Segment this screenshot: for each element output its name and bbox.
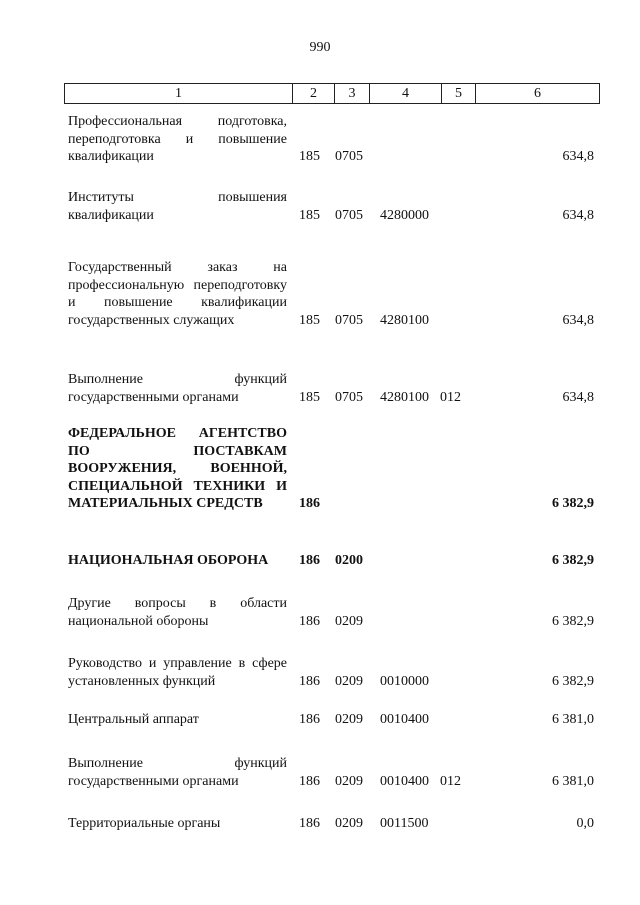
row-code-3: 0200 <box>335 553 363 568</box>
row-code-2: 186 <box>299 496 320 511</box>
row-amount: 6 381,0 <box>552 712 594 727</box>
row-code-3: 0209 <box>335 673 363 689</box>
table-row <box>64 425 598 513</box>
row-name: Выполнение функций государственными органами <box>68 372 287 405</box>
row-amount: 634,8 <box>562 207 594 223</box>
table-row <box>64 371 598 406</box>
row-name: Выполнение функций государственными органами <box>68 756 287 789</box>
table-row <box>64 113 598 166</box>
row-name: Другие вопросы в области национальной обороны <box>68 596 287 629</box>
row-code-3: 0705 <box>335 312 363 328</box>
table-row <box>64 595 598 630</box>
row-code-3: 0705 <box>335 207 363 223</box>
row-code-4: 0010000 <box>380 673 429 689</box>
row-code-5: 012 <box>440 389 461 405</box>
row-amount: 6 382,9 <box>552 553 594 568</box>
table-row <box>64 815 598 833</box>
row-code-4: 0011500 <box>380 816 429 831</box>
row-amount: 634,8 <box>562 312 594 328</box>
row-name: ФЕДЕРАЛЬНОЕ АГЕНТСТВО ПО ПОСТАВКАМ ВООРУЖЕНИЯ, ВОЕННОЙ, СПЕЦИАЛЬНОЙ ТЕХНИКИ И МАТЕРИАЛЬНЫХ СРЕДСТВ <box>68 426 287 511</box>
row-amount: 0,0 <box>576 816 594 831</box>
row-amount: 6 382,9 <box>552 673 594 689</box>
row-code-2: 186 <box>299 773 320 789</box>
row-code-3: 0705 <box>335 149 363 164</box>
row-code-4: 4280000 <box>380 207 429 223</box>
header-col-2: 2 <box>292 84 334 103</box>
row-amount: 6 382,9 <box>552 613 594 629</box>
table-row <box>64 189 598 224</box>
row-code-4: 0010400 <box>380 712 429 727</box>
table-row <box>64 655 598 690</box>
row-amount: 634,8 <box>562 149 594 164</box>
row-code-2: 185 <box>299 389 320 405</box>
row-code-2: 186 <box>299 673 320 689</box>
row-name: НАЦИОНАЛЬНАЯ ОБОРОНА <box>68 553 269 568</box>
row-code-2: 186 <box>299 613 320 629</box>
table-row <box>64 711 598 729</box>
header-col-3: 3 <box>334 84 369 103</box>
row-amount: 634,8 <box>562 389 594 405</box>
row-amount: 6 381,0 <box>552 773 594 789</box>
row-code-3: 0209 <box>335 816 363 831</box>
row-code-3: 0705 <box>335 389 363 405</box>
row-amount: 6 382,9 <box>552 496 594 511</box>
header-col-6: 6 <box>475 84 599 103</box>
row-code-2: 186 <box>299 712 320 727</box>
row-code-4: 4280100 <box>380 389 429 405</box>
row-code-4: 4280100 <box>380 312 429 328</box>
row-code-4: 0010400 <box>380 773 429 789</box>
page-number: 990 <box>309 40 331 55</box>
header-col-1: 1 <box>175 86 182 101</box>
row-code-2: 185 <box>299 149 320 164</box>
row-code-2: 185 <box>299 312 320 328</box>
row-name: Территориальные органы <box>68 816 221 831</box>
row-name: Руководство и управление в сфере установленных функций <box>68 656 287 689</box>
row-name: Профессиональная подготовка, переподготовка и повышение квалификации <box>68 114 287 164</box>
row-code-5: 012 <box>440 773 461 789</box>
row-code-3: 0209 <box>335 613 363 629</box>
table-row <box>64 552 598 570</box>
row-code-3: 0209 <box>335 773 363 789</box>
table-header <box>64 83 600 104</box>
row-code-2: 186 <box>299 553 320 568</box>
header-col-5: 5 <box>441 84 475 103</box>
table-row <box>64 259 598 329</box>
row-name: Государственный заказ на профессиональную переподготовку и повышение квалификации государственных служащих <box>68 260 287 328</box>
row-code-2: 185 <box>299 207 320 223</box>
row-name: Институты повышения квалификации <box>68 190 287 223</box>
row-name: Центральный аппарат <box>68 712 199 727</box>
row-code-2: 186 <box>299 816 320 831</box>
row-code-3: 0209 <box>335 712 363 727</box>
header-col-4: 4 <box>369 84 441 103</box>
table-row <box>64 755 598 790</box>
